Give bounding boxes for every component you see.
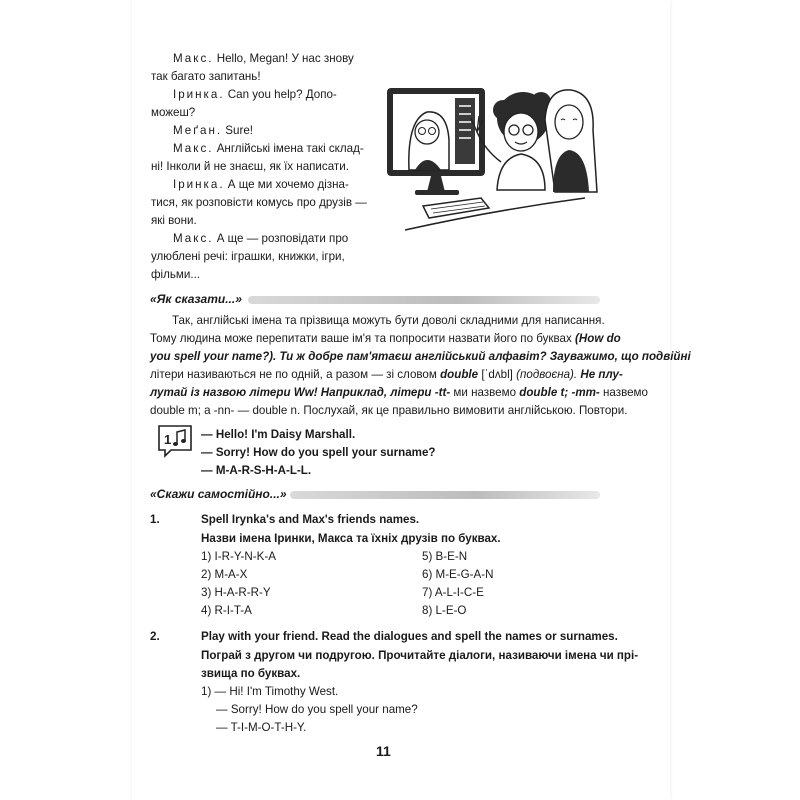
paragraph-line: double m; а -nn- — double n. Послухай, як це правильно вимовити англійською. Повтори. — [150, 404, 628, 417]
dialogue-line: які вони. — [151, 214, 197, 227]
dialogue-line: Макс. Англійські імена такі склад- — [173, 142, 364, 155]
audio-line: — M-A-R-S-H-A-L-L. — [201, 464, 312, 477]
paragraph-line: Так, англійські імена та прізвища можуть бути доволі складними для написання. — [172, 314, 605, 327]
dialogue-line: Макс. Hello, Megan! У нас знову — [173, 52, 354, 65]
dialogue-item: — T-I-M-O-T-H-Y. — [216, 721, 307, 734]
exercise-title-ua: Пограй з другом чи подругою. Прочитайте діалоги, називаючи імена чи прі- — [201, 649, 639, 662]
section-title-say-yourself: «Скажи самостійно...» — [150, 487, 287, 501]
dialogue-line: ні! Інколи й не знаєш, як їх написати. — [151, 160, 349, 173]
audio-line: — Sorry! How do you spell your surname? — [201, 446, 436, 459]
audio-track-badge[interactable] — [157, 424, 193, 456]
exercise-number: 1. — [150, 513, 160, 526]
dialogue-line: так багато запитань! — [151, 70, 261, 83]
dialogue-line: тися, як розповісти комусь про друзів — — [151, 196, 367, 209]
dialogue-line: можеш? — [151, 106, 196, 119]
section-divider — [290, 491, 600, 499]
audio-note-icon — [157, 424, 193, 458]
svg-text:1: 1 — [164, 432, 172, 447]
paragraph-line: Тому людина може перепитати ваше ім'я та попросити назвати його по буквах (How do — [150, 332, 621, 345]
audio-line: — Hello! I'm Daisy Marshall. — [201, 428, 356, 441]
exercise-title-ua: Назви імена Іринки, Макса та їхніх друзів по буквах. — [201, 532, 501, 545]
page-number: 11 — [376, 743, 391, 759]
section-divider — [248, 296, 600, 304]
paragraph-line: лутай із назвою літери Ww! Наприклад, літери -tt- ми назвемо double t; -mm- назвемо — [150, 386, 648, 399]
dialogue-line: Іринка. А ще ми хочемо дізна- — [173, 178, 349, 191]
spell-item: 4) R-I-T-A — [201, 604, 252, 617]
spell-item: 3) H-A-R-R-Y — [201, 586, 271, 599]
exercise-title-en: Play with your friend. Read the dialogues and spell the names or surnames. — [201, 630, 618, 643]
spell-item: 1) I-R-Y-N-K-A — [201, 550, 276, 563]
paragraph-line: you spell your name?). Ти ж добре пам'ятаєш англійський алфавіт? Зауважимо, що подвійні — [150, 350, 691, 363]
spell-item: 5) B-E-N — [422, 550, 468, 563]
spell-item: 7) A-L-I-C-E — [422, 586, 484, 599]
dialogue-item: — Sorry! How do you spell your name? — [216, 703, 418, 716]
exercise-title-ua: звища по буквах. — [201, 667, 301, 680]
spell-item: 8) L-E-O — [422, 604, 467, 617]
paragraph-line: літери називаються не по одній, а разом — зі словом double [ˈdʌbl] (подвоєна). Не плу- — [150, 368, 623, 381]
exercise-number: 2. — [150, 630, 160, 643]
dialogue-line: Меґан. Sure! — [173, 124, 254, 137]
spell-item: 2) M-A-X — [201, 568, 248, 581]
dialogue-item: 1) — Hi! I'm Timothy West. — [201, 685, 339, 698]
spell-item: 6) M-E-G-A-N — [422, 568, 494, 581]
exercise-title-en: Spell Irynka's and Max's friends names. — [201, 513, 420, 526]
dialogue-line: Іринка. Can you help? Допо- — [173, 88, 337, 101]
dialogue-line: улюблені речі: іграшки, книжки, ігри, — [151, 250, 345, 263]
kids-video-call-illustration — [385, 80, 605, 240]
dialogue-line: Макс. А ще — розповідати про — [173, 232, 349, 245]
dialogue-line: фільми... — [151, 268, 201, 281]
section-title-how-to-say: «Як сказати...» — [150, 292, 242, 306]
